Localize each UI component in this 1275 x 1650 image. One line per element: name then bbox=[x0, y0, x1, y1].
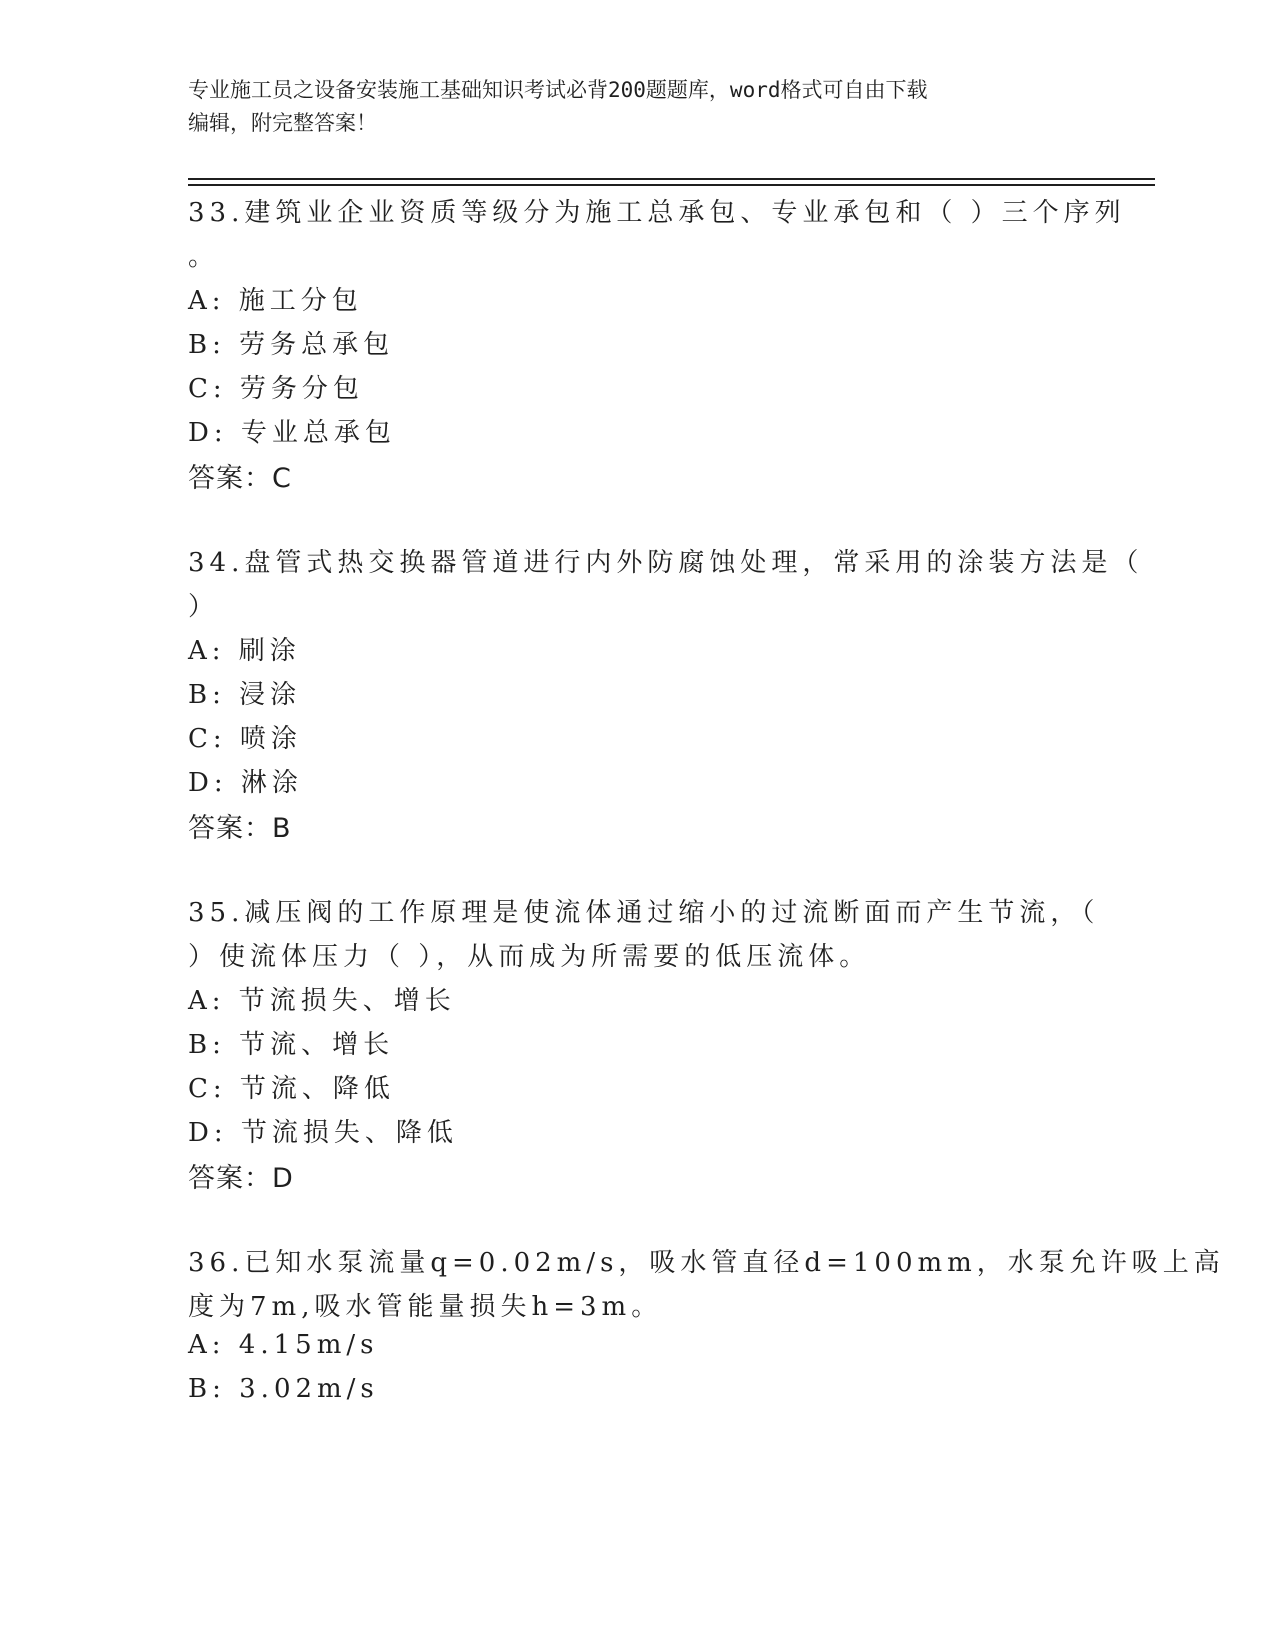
question-33-option-c: C: 劳务分包 bbox=[188, 374, 364, 404]
question-35-option-a: A: 节流损失、增长 bbox=[188, 986, 456, 1016]
question-35-stem-line-2: ）使流体压力（ ），从而成为所需要的低压流体。 bbox=[188, 942, 871, 972]
question-35-option-d: D: 节流损失、降低 bbox=[188, 1118, 458, 1148]
header-divider-top bbox=[188, 178, 1155, 180]
header-divider-bottom bbox=[188, 184, 1155, 186]
question-34-stem-line-2: ） bbox=[188, 592, 220, 622]
question-36-stem-line-2: 度为7m,吸水管能量损失h=3m。 bbox=[188, 1292, 663, 1322]
question-34-stem-line-1: 34.盘管式热交换器管道进行内外防腐蚀处理，常采用的涂装方法是（ bbox=[188, 548, 1144, 578]
question-35-stem-line-1: 35.减压阀的工作原理是使流体通过缩小的过流断面而产生节流，（ bbox=[188, 898, 1100, 928]
question-35-option-b: B: 节流、增长 bbox=[188, 1030, 395, 1060]
question-33-option-d: D: 专业总承包 bbox=[188, 418, 396, 448]
question-36-option-a: A: 4.15m/s bbox=[188, 1330, 379, 1360]
question-33-option-b: B: 劳务总承包 bbox=[188, 330, 395, 360]
question-35-answer: 答案：D bbox=[188, 1163, 294, 1194]
question-34-option-d: D: 淋涂 bbox=[188, 768, 303, 798]
question-36-option-b: B: 3.02m/s bbox=[188, 1374, 379, 1404]
question-33-option-a: A: 施工分包 bbox=[188, 286, 363, 316]
question-36-stem-line-1: 36.已知水泵流量q=0.02m/s，吸水管直径d=100mm，水泵允许吸上高 bbox=[188, 1248, 1225, 1278]
header-line-2: 编辑，附完整答案！ bbox=[188, 111, 377, 135]
document-header bbox=[188, 74, 1088, 140]
question-35-option-c: C: 节流、降低 bbox=[188, 1074, 395, 1104]
question-34-option-c: C: 喷涂 bbox=[188, 724, 302, 754]
question-33-answer: 答案：C bbox=[188, 463, 292, 494]
question-33-stem-line-2: 。 bbox=[188, 242, 220, 272]
question-34-answer: 答案：B bbox=[188, 813, 292, 844]
question-33-stem-line-1: 33.建筑业企业资质等级分为施工总承包、专业承包和（ ）三个序列 bbox=[188, 198, 1126, 228]
question-34-option-b: B: 浸涂 bbox=[188, 680, 302, 710]
header-line-1: 专业施工员之设备安装施工基础知识考试必背200题题库，word格式可自由下载 bbox=[188, 78, 928, 102]
question-34-option-a: A: 刷涂 bbox=[188, 636, 301, 666]
